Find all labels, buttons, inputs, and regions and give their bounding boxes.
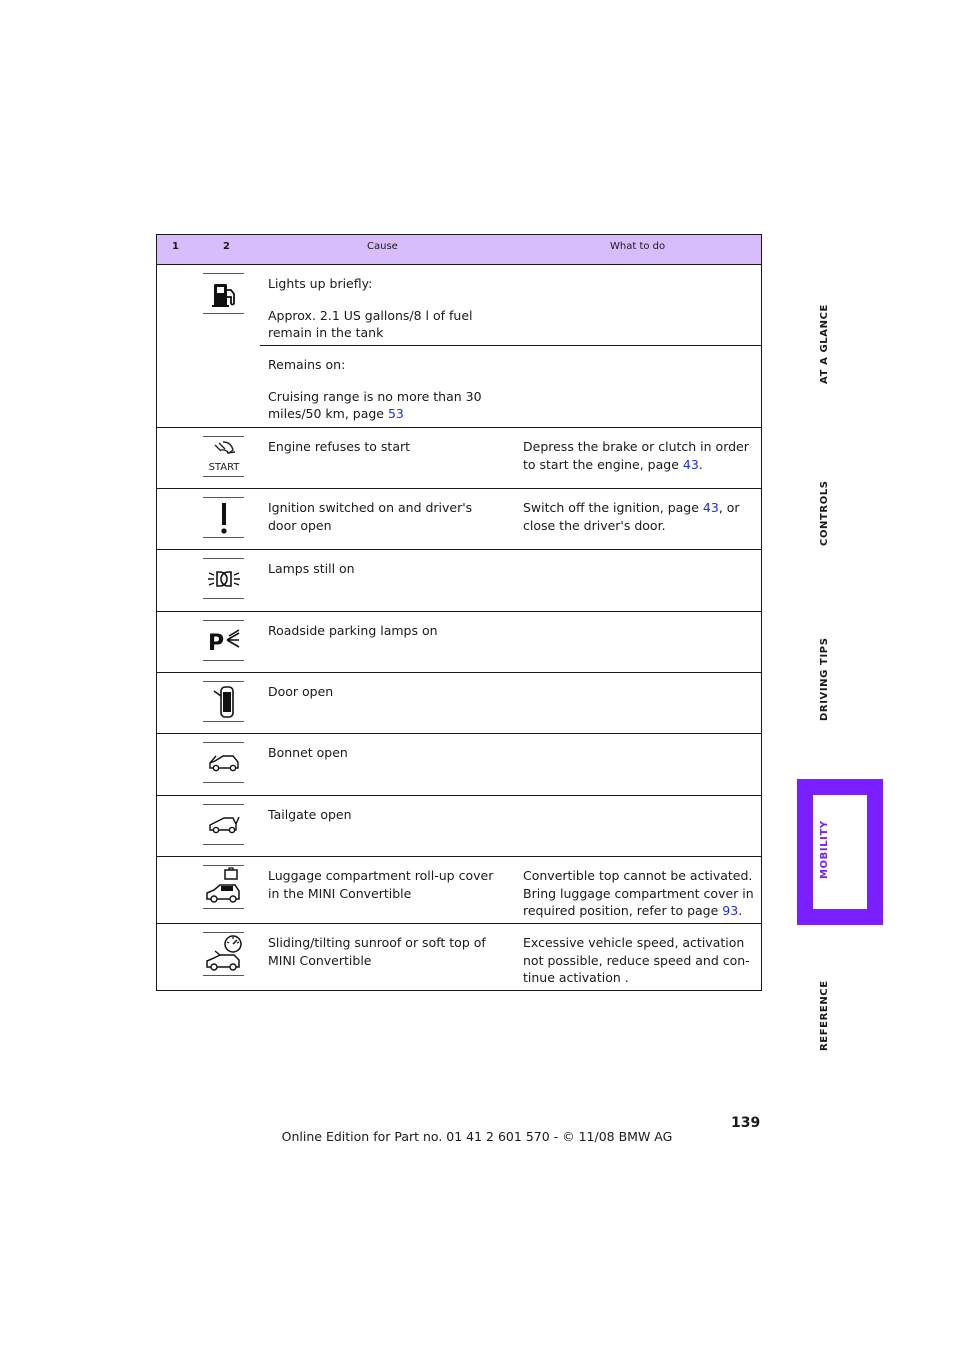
side-tab-at-a-glance[interactable]: AT A GLANCE bbox=[819, 304, 830, 384]
start-label: START bbox=[208, 461, 239, 473]
svg-text:P: P bbox=[207, 630, 224, 655]
table-row-luggage bbox=[157, 857, 761, 924]
todo-text: Convertible top cannot be activated. Bring luggage compartment cover in required position, refer to page bbox=[523, 868, 754, 918]
table-row-bonnet bbox=[157, 734, 761, 796]
table-header bbox=[157, 235, 761, 265]
table-row-ignition bbox=[157, 489, 761, 550]
parking-lamps-icon bbox=[203, 620, 244, 661]
todo-text: Switch off the ignition, page bbox=[523, 500, 703, 515]
side-tab-reference[interactable]: REFERENCE bbox=[819, 980, 830, 1051]
start-key-icon bbox=[203, 436, 244, 477]
todo-text: Excessive vehicle speed, activation not possible, reduce speed and con-tinue activation . bbox=[523, 935, 750, 985]
page-link[interactable]: 93 bbox=[722, 903, 739, 918]
todo-text bbox=[523, 499, 759, 534]
side-tab-driving-tips[interactable]: DRIVING TIPS bbox=[819, 637, 830, 721]
header-what-to-do: What to do bbox=[610, 241, 666, 252]
todo-text bbox=[523, 438, 759, 473]
todo-text: , or close the driver's door. bbox=[523, 500, 740, 533]
table-row-lamps bbox=[157, 550, 761, 612]
bonnet-open-icon bbox=[203, 742, 244, 783]
header-col-2: 2 bbox=[223, 241, 230, 252]
table-row-fuel bbox=[157, 265, 761, 428]
cause-text: Lights up briefly: bbox=[268, 276, 373, 291]
cause-text: Engine refuses to start bbox=[268, 439, 411, 454]
cause-text: Door open bbox=[268, 684, 334, 699]
lamps-icon bbox=[203, 558, 244, 599]
table-row-tailgate bbox=[157, 796, 761, 857]
side-tab-controls[interactable]: CONTROLS bbox=[819, 480, 830, 546]
cause-text: Lamps still on bbox=[268, 561, 355, 576]
cause-text: Approx. 2.1 US gallons/8 l of fuel remain in the tank bbox=[268, 307, 473, 340]
todo-text: Depress the brake or clutch in order to start the engine, page bbox=[523, 439, 749, 472]
page-number: 139 bbox=[731, 1115, 761, 1131]
exclamation-icon bbox=[203, 497, 244, 538]
cause-text: Roadside parking lamps on bbox=[268, 623, 438, 638]
todo-text: . bbox=[698, 456, 703, 472]
page-link[interactable]: 43 bbox=[682, 456, 699, 472]
indicator-table bbox=[156, 234, 762, 991]
todo-text: . bbox=[738, 903, 743, 918]
cause-fuel-on bbox=[268, 356, 503, 423]
luggage-cover-icon bbox=[203, 865, 244, 909]
header-col-1: 1 bbox=[172, 241, 179, 252]
cause-text: Luggage compartment roll-up cover in the MINI Convertible bbox=[268, 868, 494, 901]
cause-text: Ignition switched on and driver's door open bbox=[268, 500, 473, 533]
todo-text bbox=[523, 867, 759, 920]
page-link[interactable]: 43 bbox=[702, 500, 719, 515]
table-row-start bbox=[157, 428, 761, 489]
cause-text: Bonnet open bbox=[268, 745, 348, 760]
door-open-icon bbox=[203, 681, 244, 722]
cause-text bbox=[268, 388, 503, 423]
tailgate-open-icon bbox=[203, 804, 244, 845]
cause-fuel-brief bbox=[268, 275, 503, 342]
side-tab-mobility-active[interactable] bbox=[797, 779, 883, 925]
cause-text: Sliding/tilting sunroof or soft top of MINI Convertible bbox=[268, 935, 486, 968]
side-tab-mobility[interactable]: MOBILITY bbox=[819, 820, 830, 879]
header-cause: Cause bbox=[367, 241, 398, 252]
cause-text: Tailgate open bbox=[268, 807, 352, 822]
table-row-sunroof bbox=[157, 924, 761, 990]
fuel-pump-icon bbox=[203, 273, 244, 314]
table-row-door bbox=[157, 673, 761, 734]
cause-text: Cruising range is no more than 30 miles/50 km, page bbox=[268, 388, 482, 421]
sub-divider bbox=[260, 345, 761, 346]
speed-sunroof-icon bbox=[203, 932, 244, 976]
table-row-parking bbox=[157, 612, 761, 673]
page-link[interactable]: 53 bbox=[387, 406, 404, 421]
footer-text: Online Edition for Part no. 01 41 2 601 570 - © 11/08 BMW AG bbox=[281, 1129, 673, 1144]
cause-text: Remains on: bbox=[268, 357, 346, 372]
